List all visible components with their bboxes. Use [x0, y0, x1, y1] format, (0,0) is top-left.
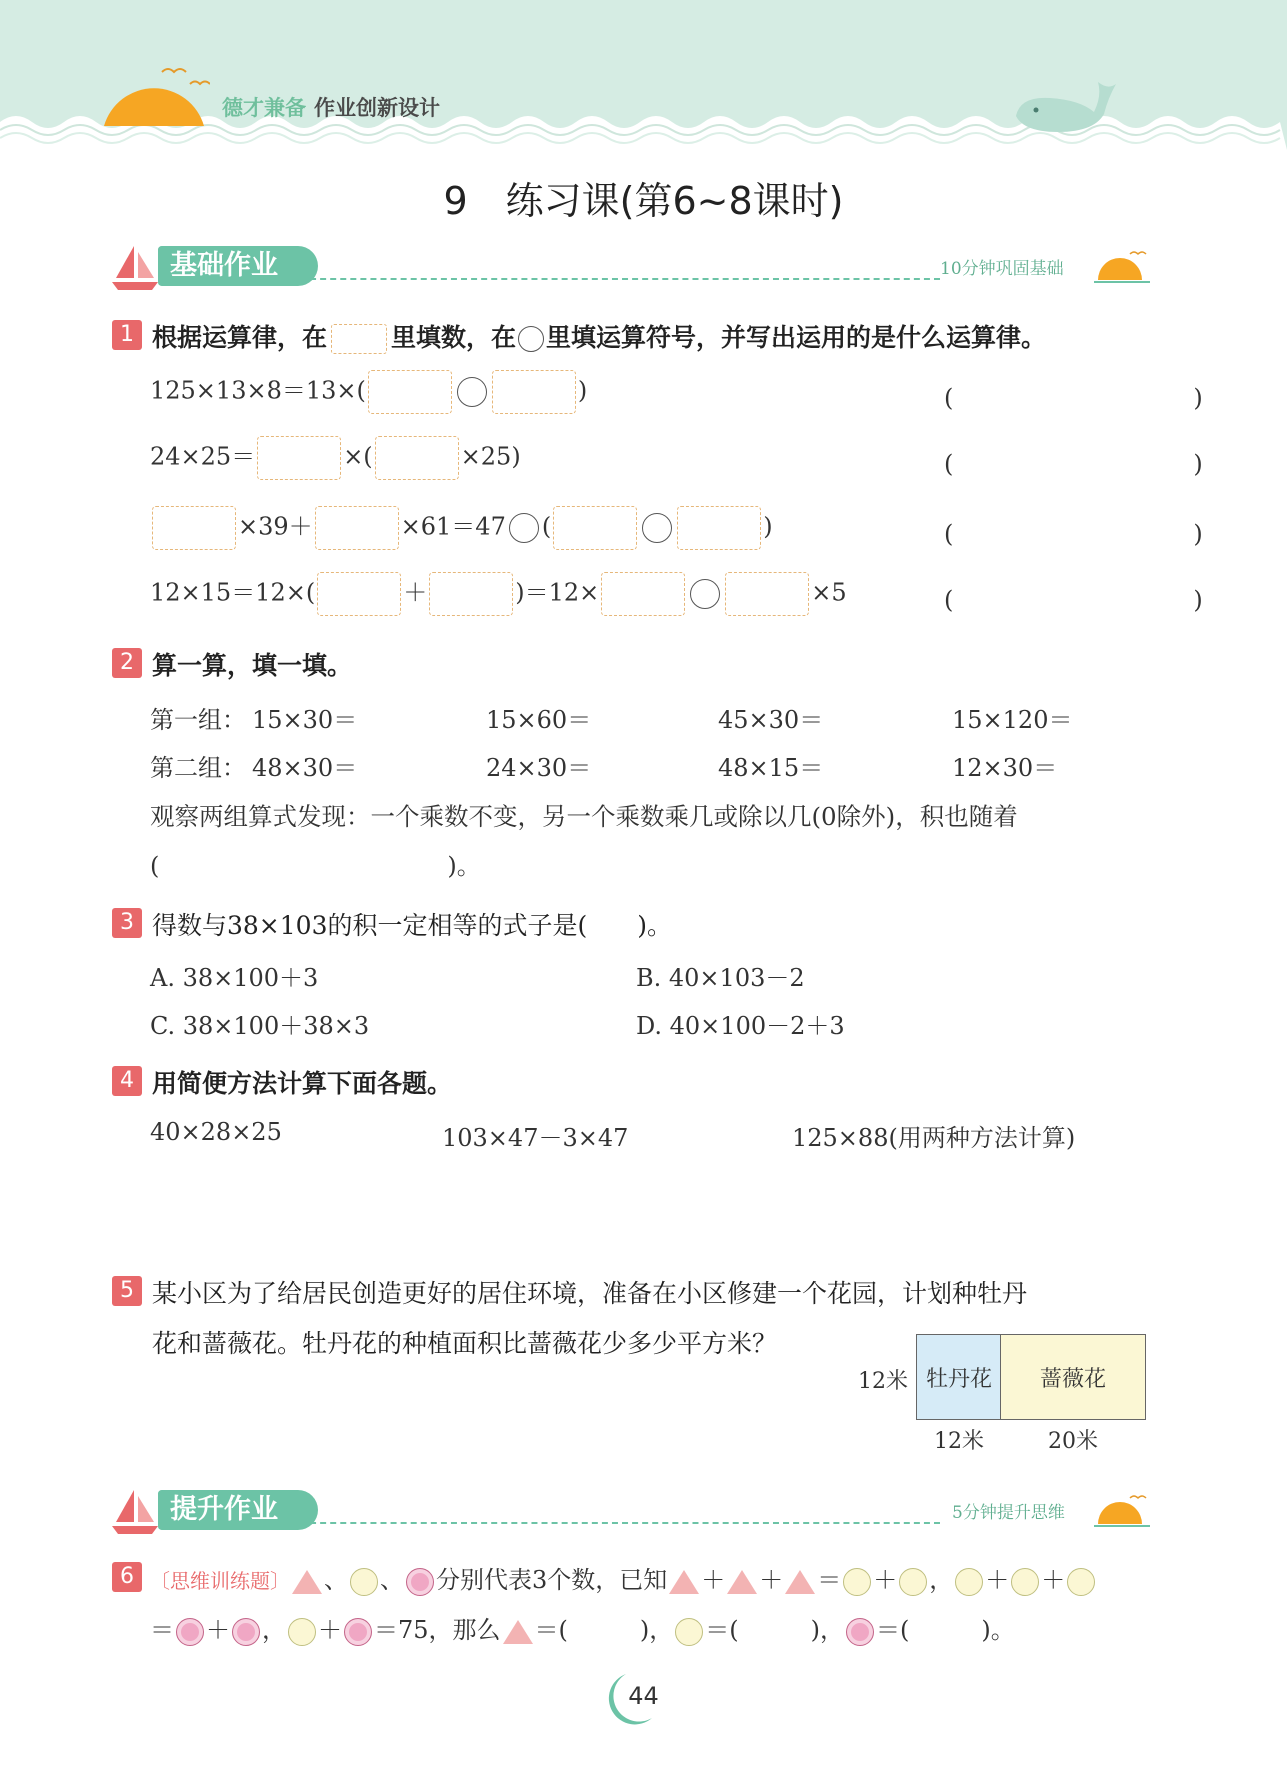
expr-text: 24×25＝ — [150, 442, 256, 471]
question-number-4: 4 — [112, 1066, 142, 1096]
figure-width-2: 20米 — [1048, 1429, 1098, 1454]
sailboat-icon — [108, 1486, 162, 1538]
triangle-symbol — [727, 1570, 757, 1594]
answer-box[interactable] — [368, 370, 452, 414]
operator-circle[interactable] — [690, 579, 720, 609]
plus-sign: ＋ — [1041, 1566, 1066, 1594]
sailboat-icon — [108, 242, 162, 294]
text-part: ，那么 — [428, 1616, 501, 1644]
question-number-6: 6 — [112, 1562, 142, 1592]
plus-sign: ＋ — [759, 1566, 784, 1594]
section-banner-advanced — [0, 1490, 1287, 1534]
sun-icon — [1094, 1492, 1150, 1532]
pink-circle-symbol — [232, 1618, 260, 1646]
q1-row-3 — [150, 506, 773, 550]
observation-text: 观察两组算式发现：一个乘数不变，另一个乘数乘几或除以几(0除外)，积也随着 — [150, 802, 1018, 831]
thinking-tag: 〔思维训练题〕 — [150, 1569, 290, 1593]
text-part: 分别代表3个数，已知 — [436, 1566, 668, 1594]
rose-area — [1000, 1334, 1146, 1420]
yellow-circle-symbol — [350, 1568, 378, 1596]
box-symbol — [331, 324, 387, 354]
operator-circle[interactable] — [457, 377, 487, 407]
lesson-title: 9 练习课(第6~8课时) — [443, 179, 844, 223]
period: 。 — [990, 1616, 1015, 1644]
section-divider — [300, 278, 940, 280]
option-a[interactable]: A. 38×100＋3 — [150, 964, 319, 992]
answer-box[interactable] — [553, 506, 637, 550]
expr-text: ×61＝47 — [400, 512, 506, 541]
triangle-symbol — [785, 1570, 815, 1594]
plus-sign: ＋ — [985, 1566, 1010, 1594]
question-number-2: 2 — [112, 648, 142, 678]
plus-sign: ＋ — [701, 1566, 726, 1594]
group-1-expr: 15×120＝ — [952, 706, 1073, 734]
operator-circle[interactable] — [642, 513, 672, 543]
q1-text-part: 里填数，在 — [391, 323, 517, 352]
q1-text-part: 里填运算符号，并写出运用的是什么运算律。 — [546, 323, 1047, 352]
question-5-line-2: 花和蔷薇花。牡丹花的种植面积比蔷薇花少多少平方米？ — [152, 1329, 778, 1358]
figure-width-1: 12米 — [934, 1429, 984, 1454]
group-1-label: 第一组： — [150, 706, 246, 734]
expr-text: )＝12× — [515, 578, 600, 607]
pink-circle-symbol — [846, 1618, 874, 1646]
answer-box[interactable] — [429, 572, 513, 616]
section-label-basic: 基础作业 — [158, 246, 318, 286]
yellow-circle-symbol — [288, 1618, 316, 1646]
figure-height-label: 12米 — [858, 1369, 908, 1394]
triangle-symbol — [292, 1570, 322, 1594]
question-3-text: 得数与38×103的积一定相等的式子是( )。 — [152, 911, 672, 940]
pink-circle-symbol — [176, 1618, 204, 1646]
group-1-expr: 15×60＝ — [486, 706, 592, 734]
circle-symbol — [518, 326, 544, 352]
q1-text-part: 根据运算律，在 — [152, 323, 328, 352]
question-1-text — [152, 318, 1046, 354]
law-blank[interactable]: ( ) — [944, 384, 1203, 412]
triangle-symbol — [503, 1620, 533, 1644]
yellow-circle-symbol — [1011, 1568, 1039, 1596]
answer-box[interactable] — [375, 436, 459, 480]
comma: ， — [649, 1616, 674, 1644]
calc-item-1: 40×28×25 — [150, 1118, 282, 1146]
whale-icon — [1010, 76, 1120, 136]
comma: ， — [929, 1566, 954, 1594]
answer-box[interactable] — [725, 572, 809, 616]
expr-text: ( — [541, 512, 552, 541]
brand-title — [222, 92, 440, 122]
text-part: 、 — [380, 1566, 404, 1594]
plus-sign: ＋ — [873, 1566, 898, 1594]
brand-part-a: 德才兼备 — [222, 96, 306, 120]
peony-area — [916, 1334, 1002, 1420]
section-note-advanced: 5分钟提升思维 — [952, 1503, 1065, 1523]
expr-text: ) — [577, 376, 588, 405]
triangle-symbol — [669, 1570, 699, 1594]
group-2-expr: 24×30＝ — [486, 754, 592, 782]
operator-circle[interactable] — [509, 513, 539, 543]
peony-label: 牡丹花 — [925, 1366, 992, 1392]
group-1-expr: 45×30＝ — [718, 706, 824, 734]
expr-text: ×25) — [460, 442, 521, 471]
calc-item-2: 103×47－3×47 — [442, 1124, 629, 1152]
group-1-expr: 15×30＝ — [252, 706, 358, 734]
pink-circle-symbol — [406, 1568, 434, 1596]
answer-box[interactable] — [257, 436, 341, 480]
q1-row-2 — [150, 436, 521, 480]
section-divider — [300, 1522, 940, 1524]
option-d[interactable]: D. 40×100－2＋3 — [636, 1012, 845, 1040]
answer-blank-pink[interactable]: ＝( ) — [876, 1616, 991, 1644]
law-blank[interactable]: ( ) — [944, 520, 1203, 548]
brand-part-b: 作业创新设计 — [314, 96, 440, 120]
question-4-text: 用简便方法计算下面各题。 — [152, 1069, 453, 1098]
section-note-basic: 10分钟巩固基础 — [940, 259, 1064, 279]
question-number-5: 5 — [112, 1276, 142, 1306]
group-2-expr: 48×30＝ — [252, 754, 358, 782]
answer-blank-yellow[interactable]: ＝( ) — [705, 1616, 821, 1644]
expr-text: ＋ — [403, 578, 428, 607]
sun-icon — [1094, 248, 1150, 288]
observation-blank[interactable]: ( )。 — [150, 852, 481, 880]
answer-box[interactable] — [317, 572, 401, 616]
answer-box[interactable] — [677, 506, 761, 550]
question-2-text: 算一算，填一填。 — [152, 651, 353, 680]
pink-circle-symbol — [344, 1618, 372, 1646]
answer-box[interactable] — [492, 370, 576, 414]
yellow-circle-symbol — [675, 1618, 703, 1646]
equation-75: ＝75 — [374, 1616, 429, 1644]
yellow-circle-symbol — [955, 1568, 983, 1596]
answer-box[interactable] — [315, 506, 399, 550]
group-2-label: 第二组： — [150, 754, 246, 782]
expr-text: ×5 — [811, 578, 847, 607]
text-part: 、 — [324, 1566, 348, 1594]
expr-text: ×( — [343, 442, 373, 471]
answer-box[interactable] — [152, 506, 236, 550]
calc-item-3: 125×88(用两种方法计算) — [792, 1124, 1076, 1152]
equals-sign: ＝ — [150, 1616, 174, 1644]
question-5-line-1: 某小区为了给居民创造更好的居住环境，准备在小区修建一个花园，计划种牡丹 — [152, 1279, 1028, 1308]
plus-sign: ＋ — [206, 1616, 230, 1644]
question-6-line-1 — [150, 1560, 1097, 1596]
q1-row-1 — [150, 370, 587, 414]
answer-blank-triangle[interactable]: ＝( ) — [534, 1616, 650, 1644]
question-number-1: 1 — [112, 320, 142, 350]
group-2-expr: 48×15＝ — [718, 754, 824, 782]
yellow-circle-symbol — [843, 1568, 871, 1596]
plus-sign: ＋ — [318, 1616, 342, 1644]
rose-label: 蔷薇花 — [1039, 1366, 1106, 1392]
option-c[interactable]: C. 38×100＋38×3 — [150, 1012, 370, 1040]
comma: ， — [262, 1616, 286, 1644]
page-number: 44 — [628, 1682, 659, 1710]
expr-text: ×39＋ — [238, 512, 313, 541]
law-blank[interactable]: ( ) — [944, 586, 1203, 614]
yellow-circle-symbol — [1067, 1568, 1095, 1596]
answer-box[interactable] — [601, 572, 685, 616]
expr-text: 125×13×8＝13×( — [150, 376, 366, 405]
q1-row-4 — [150, 572, 847, 616]
question-number-3: 3 — [112, 908, 142, 938]
section-label-advanced: 提升作业 — [158, 1490, 318, 1530]
section-banner-basic — [0, 246, 1287, 290]
option-b[interactable]: B. 40×103－2 — [636, 964, 805, 992]
law-blank[interactable]: ( ) — [944, 450, 1203, 478]
question-6-line-2 — [150, 1610, 1015, 1646]
yellow-circle-symbol — [899, 1568, 927, 1596]
expr-text: ) — [763, 512, 773, 541]
sun-icon — [100, 60, 210, 132]
group-2-expr: 12×30＝ — [952, 754, 1058, 782]
equals-sign: ＝ — [817, 1566, 842, 1594]
expr-text: 12×15＝12×( — [150, 578, 316, 607]
comma: ， — [820, 1616, 845, 1644]
